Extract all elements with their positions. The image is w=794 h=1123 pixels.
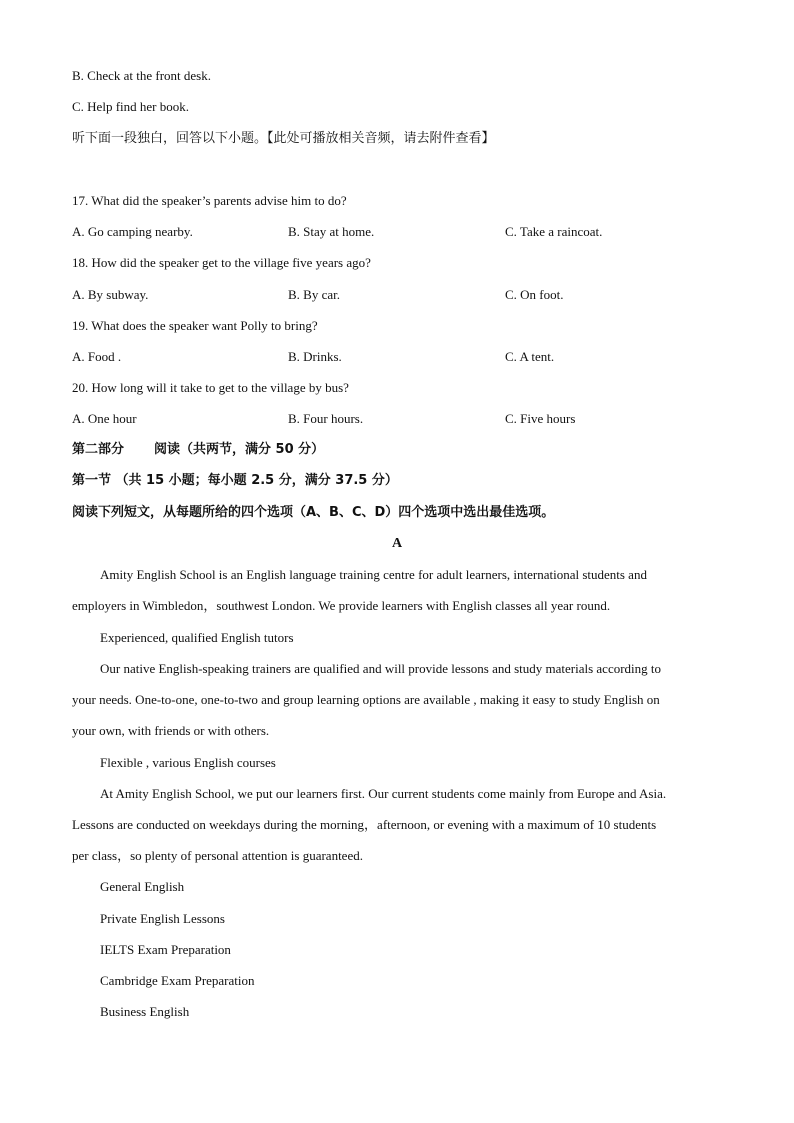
paragraph-2-line-2: your needs. One-to-one, one-to-two and group learning options are available , making it easy to study English on	[72, 692, 660, 707]
course-item: Business English	[100, 1004, 190, 1019]
option-line-c: C. Help find her book.	[72, 99, 189, 114]
passage-letter: A	[391, 536, 403, 551]
q20-option-a: A. One hour	[72, 411, 137, 426]
subsection-heading: 第一节 （共 15 小题；每小题 2.5 分，满分 37.5 分）	[72, 473, 398, 488]
paragraph-3-line-1: At Amity English School, we put our learners first. Our current students come mainly from Europe and Asia.	[100, 786, 667, 801]
heading-courses: Flexible , various English courses	[100, 755, 276, 770]
q17-option-b: B. Stay at home.	[288, 224, 375, 239]
q20-option-b: B. Four hours.	[288, 411, 364, 426]
q18-option-c: C. On foot.	[505, 287, 564, 302]
q18-option-a: A. By subway.	[72, 287, 149, 302]
course-item: IELTS Exam Preparation	[100, 942, 231, 957]
question-17: 17. What did the speaker’s parents advise him to do?	[72, 193, 347, 208]
heading-tutors: Experienced, qualified English tutors	[100, 630, 294, 645]
course-item: Cambridge Exam Preparation	[100, 973, 255, 988]
paragraph-3-line-3: per class，so plenty of personal attention is guaranteed.	[72, 848, 363, 863]
q19-option-a: A. Food .	[72, 349, 122, 364]
part-label: 第二部分	[72, 442, 125, 457]
course-item: Private English Lessons	[100, 911, 225, 926]
reading-instruction: 阅读下列短文，从每题所给的四个选项（A、B、C、D）四个选项中选出最佳选项。	[72, 505, 555, 520]
paragraph-2-line-3: your own, with friends or with others.	[72, 723, 270, 738]
q18-option-b: B. By car.	[288, 287, 340, 302]
part-title: 阅读（共两节，满分 50 分）	[154, 442, 325, 457]
q17-option-a: A. Go camping nearby.	[72, 224, 193, 239]
paragraph-2-line-1: Our native English-speaking trainers are qualified and will provide lessons and study materials according to	[100, 661, 662, 676]
listening-instruction: 听下面一段独白，回答以下小题。【此处可播放相关音频，请去附件查看】	[72, 131, 495, 146]
question-20: 20. How long will it take to get to the village by bus?	[72, 380, 349, 395]
q17-option-c: C. Take a raincoat.	[505, 224, 603, 239]
option-line-b: B. Check at the front desk.	[72, 68, 211, 83]
question-19: 19. What does the speaker want Polly to bring?	[72, 318, 318, 333]
paragraph-1-line-2: employers in Wimbledon，southwest London. We provide learners with English classes all year round.	[72, 598, 611, 613]
q19-option-b: B. Drinks.	[288, 349, 342, 364]
paragraph-3-line-2: Lessons are conducted on weekdays during the morning，afternoon, or evening with a maximum of 10 students	[72, 817, 657, 832]
q19-option-c: C. A tent.	[505, 349, 555, 364]
question-18: 18. How did the speaker get to the village five years ago?	[72, 255, 371, 270]
course-item: General English	[100, 879, 185, 894]
q20-option-c: C. Five hours	[505, 411, 576, 426]
part-two-heading	[72, 442, 324, 458]
paragraph-1-line-1: Amity English School is an English language training centre for adult learners, international students and	[100, 567, 647, 582]
